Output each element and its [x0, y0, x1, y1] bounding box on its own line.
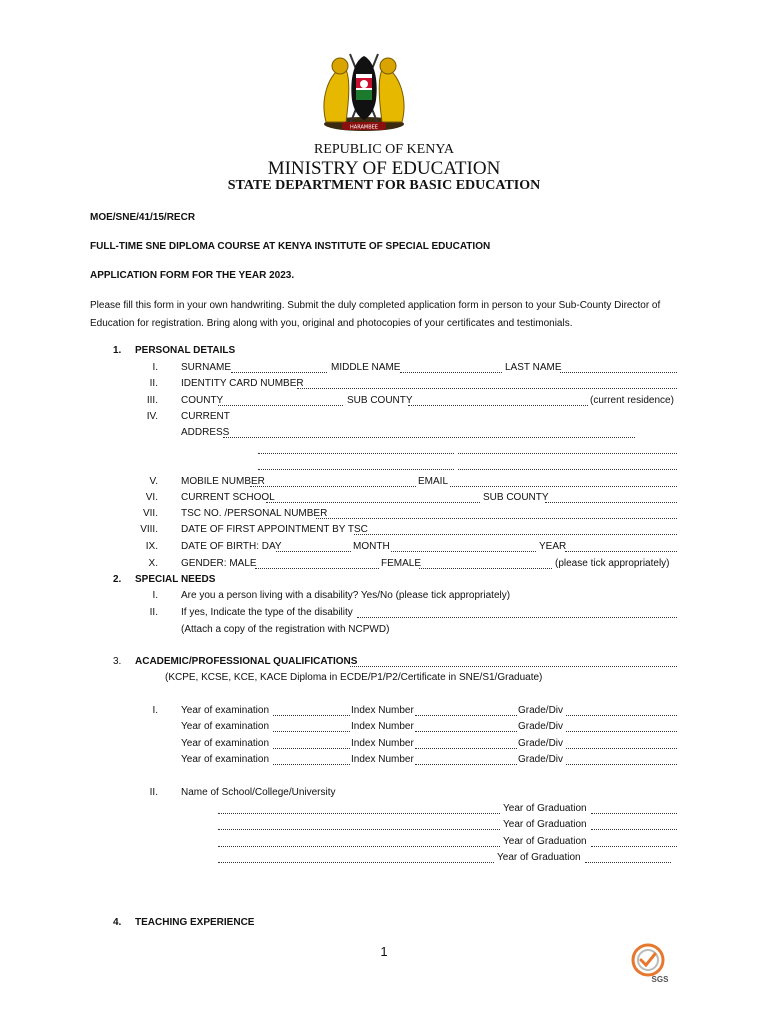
grade-field[interactable]	[566, 715, 677, 716]
dob-month-label: MONTH	[353, 541, 390, 552]
last-name-field[interactable]	[560, 372, 677, 373]
disability-type-field[interactable]	[357, 617, 677, 618]
index-number-field[interactable]	[415, 748, 517, 749]
grade-field[interactable]	[566, 731, 677, 732]
year-of-graduation-field[interactable]	[591, 846, 677, 847]
year-of-exam-field[interactable]	[273, 715, 350, 716]
section-4-title: TEACHING EXPERIENCE	[135, 917, 255, 928]
gender-male-field[interactable]	[255, 568, 379, 569]
current-school-label: CURRENT SCHOOL	[181, 492, 275, 503]
first-appointment-label: DATE OF FIRST APPOINTMENT BY TSC	[181, 524, 368, 535]
last-name-label: LAST NAME	[505, 362, 562, 373]
index-number-field[interactable]	[415, 764, 517, 765]
kenya-coat-of-arms-emblem	[316, 44, 412, 134]
qualifications-field[interactable]	[350, 666, 677, 667]
disability-question: Are you a person living with a disability? Yes/No (please tick appropriately)	[181, 590, 511, 601]
roman-numeral: X.	[148, 558, 158, 569]
page-number: 1	[380, 944, 388, 959]
address-field-line-3b[interactable]	[458, 469, 677, 470]
dob-year-field[interactable]	[565, 551, 677, 552]
county-label: COUNTY	[181, 395, 224, 406]
mobile-label: MOBILE NUMBER	[181, 476, 265, 487]
roman-numeral: III.	[146, 395, 158, 406]
gender-male-label: GENDER: MALE	[181, 558, 257, 569]
crest-motto: HARAMBEE	[350, 124, 378, 131]
roman-numeral: I.	[152, 590, 158, 601]
year-of-exam-label: Year of examination	[181, 738, 270, 749]
section-4-number: 4.	[113, 917, 122, 928]
dob-day-field[interactable]	[276, 551, 351, 552]
section-1-title: PERSONAL DETAILS	[135, 345, 236, 356]
address-field-line-2a[interactable]	[258, 453, 454, 454]
grade-label: Grade/Div	[518, 738, 564, 749]
instructions-paragraph: Please fill this form in your own handwriting. Submit the duly completed application form in person to your Sub-County Director of Education for registration. Bring along with you, original and photocopies of your certificates and testimonials.	[90, 300, 661, 329]
grade-field[interactable]	[566, 764, 677, 765]
index-number-label: Index Number	[351, 738, 414, 749]
ncpwd-note: (Attach a copy of the registration with NCPWD)	[181, 624, 390, 635]
year-of-graduation-field[interactable]	[585, 862, 671, 863]
index-number-label: Index Number	[351, 721, 414, 732]
tick-instruction: (please tick appropriately)	[555, 558, 670, 569]
year-of-graduation-label: Year of Graduation	[503, 836, 587, 847]
school-name-field[interactable]	[218, 862, 494, 863]
id-number-label: IDENTITY CARD NUMBER	[181, 378, 304, 389]
sgs-logo-text: SGS	[651, 975, 669, 984]
year-of-exam-field[interactable]	[273, 764, 350, 765]
school-sub-county-field[interactable]	[545, 502, 677, 503]
year-of-graduation-field[interactable]	[591, 813, 677, 814]
index-number-label: Index Number	[351, 705, 414, 716]
roman-numeral: VI.	[145, 492, 158, 503]
roman-numeral: VII.	[142, 508, 158, 519]
current-residence-note: (current residence)	[590, 395, 674, 406]
roman-numeral: II.	[149, 787, 158, 798]
sub-county-label: SUB COUNTY	[347, 395, 413, 406]
email-label: EMAIL	[418, 476, 449, 487]
middle-name-field[interactable]	[400, 372, 502, 373]
roman-numeral: I.	[152, 362, 158, 373]
section-2-number: 2.	[113, 574, 122, 585]
index-number-label: Index Number	[351, 754, 414, 765]
dob-day-label: DATE OF BIRTH: DAY	[181, 541, 282, 552]
section-2-title: SPECIAL NEEDS	[135, 574, 216, 585]
roman-numeral: V.	[149, 476, 158, 487]
dob-year-label: YEAR	[539, 541, 567, 552]
index-number-field[interactable]	[415, 731, 517, 732]
address-field-line-2b[interactable]	[458, 453, 677, 454]
surname-field[interactable]	[231, 372, 327, 373]
year-of-exam-label: Year of examination	[181, 721, 270, 732]
address-field-line-3a[interactable]	[258, 469, 454, 470]
middle-name-label: MIDDLE NAME	[331, 362, 401, 373]
first-appointment-field[interactable]	[354, 534, 677, 535]
sub-county-field[interactable]	[408, 405, 588, 406]
disability-type-label: If yes, Indicate the type of the disability	[181, 607, 353, 618]
qualifications-note: (KCPE, KCSE, KCE, KACE Diploma in ECDE/P1/P2/Certificate in SNE/S1/Graduate)	[165, 672, 543, 683]
year-of-graduation-label: Year of Graduation	[503, 803, 587, 814]
department-heading: STATE DEPARTMENT FOR BASIC EDUCATION	[227, 178, 541, 193]
tsc-number-field[interactable]	[316, 518, 677, 519]
form-title: APPLICATION FORM FOR THE YEAR 2023.	[90, 270, 295, 281]
school-name-field[interactable]	[218, 813, 500, 814]
current-school-field[interactable]	[266, 502, 480, 503]
sgs-certification-logo	[620, 940, 680, 985]
roman-numeral: VIII.	[140, 524, 158, 535]
school-name-field[interactable]	[218, 829, 500, 830]
roman-numeral: II.	[149, 607, 158, 618]
ministry-heading: MINISTRY OF EDUCATION	[267, 158, 501, 179]
mobile-field[interactable]	[250, 486, 416, 487]
year-of-graduation-field[interactable]	[591, 829, 677, 830]
grade-field[interactable]	[566, 748, 677, 749]
school-name-field[interactable]	[218, 846, 500, 847]
year-of-exam-label: Year of examination	[181, 754, 270, 765]
roman-numeral: IV.	[146, 411, 158, 422]
grade-label: Grade/Div	[518, 721, 564, 732]
county-field[interactable]	[218, 405, 343, 406]
id-number-field[interactable]	[297, 388, 677, 389]
current-label: CURRENT	[181, 411, 230, 422]
roman-numeral: II.	[149, 378, 158, 389]
year-of-exam-field[interactable]	[273, 731, 350, 732]
year-of-exam-field[interactable]	[273, 748, 350, 749]
email-field[interactable]	[450, 486, 677, 487]
address-field-line-1[interactable]	[223, 437, 635, 438]
grade-label: Grade/Div	[518, 754, 564, 765]
roman-numeral: I.	[152, 705, 158, 716]
grade-label: Grade/Div	[518, 705, 564, 716]
school-name-label: Name of School/College/University	[181, 787, 336, 798]
year-of-graduation-label: Year of Graduation	[503, 819, 587, 830]
address-label: ADDRESS	[181, 427, 230, 438]
dob-month-field[interactable]	[391, 551, 536, 552]
course-title: FULL-TIME SNE DIPLOMA COURSE AT KENYA INSTITUTE OF SPECIAL EDUCATION	[90, 241, 491, 252]
year-of-graduation-label: Year of Graduation	[497, 852, 581, 863]
section-1-number: 1.	[113, 345, 122, 356]
reference-number: MOE/SNE/41/15/RECR	[90, 212, 196, 223]
gender-female-field[interactable]	[419, 568, 552, 569]
school-sub-county-label: SUB COUNTY	[483, 492, 549, 503]
index-number-field[interactable]	[415, 715, 517, 716]
section-3-title: ACADEMIC/PROFESSIONAL QUALIFICATIONS	[135, 656, 358, 667]
roman-numeral: IX.	[145, 541, 158, 552]
section-3-number: 3.	[113, 656, 122, 667]
year-of-exam-label: Year of examination	[181, 705, 270, 716]
gender-female-label: FEMALE	[381, 558, 422, 569]
republic-heading: REPUBLIC OF KENYA	[313, 142, 454, 157]
tsc-number-label: TSC NO. /PERSONAL NUMBER	[181, 508, 328, 519]
surname-label: SURNAME	[181, 362, 232, 373]
